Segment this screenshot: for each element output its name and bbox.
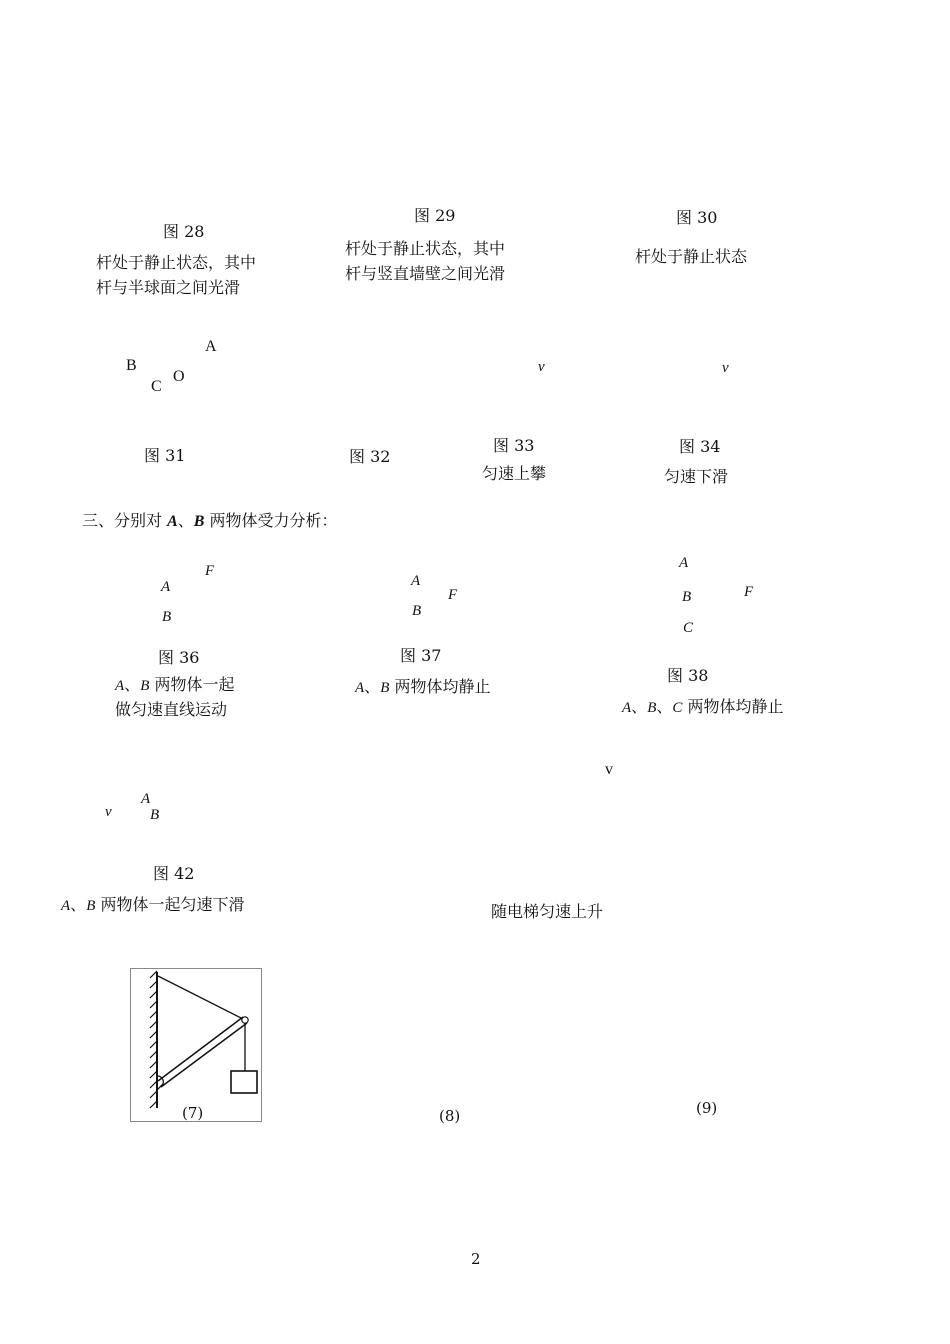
fig7-block [231,1071,257,1093]
fig38-label: 图 38 [667,666,709,685]
fig37-cap-a: A [355,680,365,696]
fig30-caption: 杆处于静止状态 [635,247,748,266]
fig38-letter-c: C [683,620,694,636]
fig7-frame [131,969,262,1122]
fig8-label: (8) [439,1107,461,1125]
fig37-letter-f: F [448,587,458,603]
fig36-cap-a: A [115,678,125,694]
fig38-caption [622,699,783,716]
fig29-label: 图 29 [414,206,456,225]
fig36-letter-a: A [161,579,171,595]
fig37-cap-b: B [380,680,390,696]
fig42-cap-rest: 两物体一起匀速下滑 [95,895,245,914]
fig37-caption [355,679,490,696]
fig42-cap-sep: 、 [70,895,87,914]
fig30-label: 图 30 [676,208,718,227]
fig42-letter-v: v [105,804,112,820]
fig28-caption-line1: 杆处于静止状态，其中 [96,253,257,272]
section3-prefix: 三、分别对 [82,511,168,530]
section3-b: B [193,513,205,530]
fig29-caption-line1: 杆处于静止状态，其中 [345,239,506,258]
fig38-cap-a: A [622,700,632,716]
section3-heading [82,513,338,530]
fig42-letter-a: A [141,791,151,807]
fig31-label: 图 31 [144,446,186,465]
page-number: 2 [471,1250,481,1268]
section3-suffix: 两物体受力分析： [204,511,338,530]
fig36-label: 图 36 [158,648,200,667]
fig33-caption: 匀速上攀 [482,464,547,483]
fig38-cap-c: C [672,700,683,716]
fig42-label: 图 42 [153,864,195,883]
fig36-cap-rest: 两物体一起 [149,675,235,694]
fig37-label: 图 37 [400,646,442,665]
elevator-caption: 随电梯匀速上升 [491,902,604,921]
fig37-cap-sep: 、 [364,677,381,696]
fig36-caption-line1 [115,677,234,694]
section3-a: A [167,513,178,530]
fig7-rod-end-joint [242,1017,248,1023]
fig31-letter-a: A [205,338,217,355]
fig36-letter-b: B [162,609,172,625]
fig36-letter-f: F [205,563,215,579]
fig37-letter-b: B [412,603,422,619]
fig31-letter-b: B [126,357,137,374]
fig28-caption-line2: 杆与半球面之间光滑 [96,278,241,297]
fig42-cap-b: B [86,898,96,914]
fig37-cap-rest: 两物体均静止 [389,677,491,696]
elevator-velocity: v [605,761,613,778]
fig42-letter-b: B [150,807,160,823]
fig38-letter-b: B [682,589,692,605]
fig38-letter-a: A [679,555,689,571]
fig34-label: 图 34 [679,437,721,456]
fig34-velocity: v [722,360,729,376]
fig42-caption [61,897,244,914]
fig36-cap-sep: 、 [124,675,141,694]
fig33-label: 图 33 [493,436,535,455]
fig31-letter-o: O [173,368,185,385]
fig32-label: 图 32 [349,447,391,466]
fig29-caption-line2: 杆与竖直墙壁之间光滑 [345,264,506,283]
fig42-cap-a: A [61,898,71,914]
section3-sep: 、 [177,511,194,530]
fig34-caption: 匀速下滑 [664,467,729,486]
fig7-label: (7) [182,1104,204,1122]
fig37-letter-a: A [411,573,421,589]
fig36-cap-b: B [140,678,150,694]
fig38-letter-f: F [744,584,754,600]
fig36-caption-line2: 做匀速直线运动 [115,700,228,719]
fig33-velocity: v [538,359,545,375]
fig38-cap-b: B [647,700,657,716]
fig38-cap-rest: 两物体均静止 [682,697,784,716]
fig38-cap-sep2: 、 [656,697,673,716]
fig38-cap-sep1: 、 [631,697,648,716]
fig7-diagram [130,968,262,1122]
fig31-letter-c: C [151,378,162,395]
fig9-label: (9) [696,1099,718,1117]
fig28-label: 图 28 [163,222,205,241]
